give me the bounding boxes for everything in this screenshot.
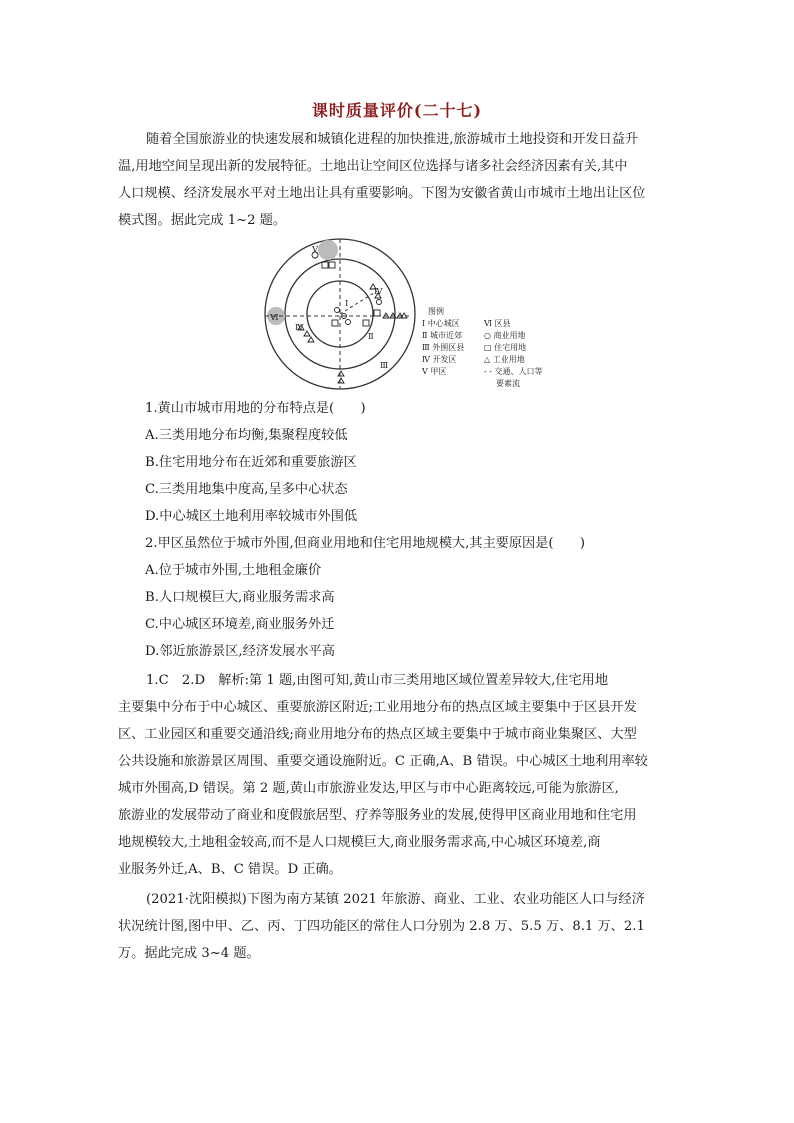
answer-line: 地规模较大,土地租金较高,而不是人口规模巨大,商业服务需求高,中心城区环境差,商: [118, 835, 601, 850]
zone-label-v: Ⅴ: [312, 245, 319, 255]
zone-label-iv-right: Ⅳ: [374, 287, 383, 297]
legend-item: - - 交通、人口等: [484, 367, 543, 376]
answer-line: 旅游业的发展带动了商业和度假旅居型、疗养等服务业的发展,使得甲区商业用地和住宅用: [118, 808, 637, 823]
page-title: 课时质量评价(二十七): [311, 101, 483, 120]
zone-label-iv-left: Ⅳ: [295, 323, 304, 333]
industrial-marker: [338, 371, 344, 376]
commercial-marker: [377, 300, 382, 305]
legend-item: Ⅵ 区县: [484, 319, 511, 328]
next-question-intro: [118, 886, 678, 967]
intro-paragraph: [118, 126, 678, 234]
legend-item: 要素流: [496, 379, 520, 388]
answer-line: 主要集中分布于中心城区、重要旅游区附近;工业用地分布的热点区域主要集中于区县开发: [118, 700, 637, 715]
residential-marker: [363, 320, 369, 326]
legend-item: ○ 商业用地: [484, 331, 526, 340]
intro-line: 随着全国旅游业的快速发展和城镇化进程的加快推进,旅游城市土地投资和开发日益升: [146, 132, 639, 147]
question-1-option-c: C.三类用地集中度高,呈多中心状态: [145, 482, 348, 497]
industrial-marker: [338, 378, 344, 383]
legend-item: □ 住宅用地: [484, 343, 527, 352]
question-2-option-a: A.位于城市外围,土地租金廉价: [145, 563, 322, 578]
answer-line: 区、工业园区和重要交通沿线;商业用地分布的热点区域主要集中于城市商业集聚区、大型: [118, 727, 637, 742]
residential-marker: [322, 262, 328, 268]
question-2-option-b: B.人口规模巨大,商业服务需求高: [145, 590, 335, 605]
legend-title: 图例: [428, 307, 444, 316]
residential-marker: [332, 320, 338, 326]
legend-item: Ⅱ 城市近郊: [422, 331, 462, 340]
land-transfer-location-diagram: [262, 236, 572, 392]
next-line: 状况统计图,图中甲、乙、丙、丁四功能区的常住人口分别为 2.8 万、5.5 万、8.1 万、2.1: [118, 919, 645, 934]
question-2-option-c: C.中心城区环境差,商业服务外迁: [145, 617, 335, 632]
residential-marker: [374, 310, 380, 316]
legend-item: Ⅰ 中心城区: [422, 319, 460, 328]
legend-item: Ⅴ 甲区: [422, 367, 447, 376]
zone-label-vi: Ⅵ: [270, 313, 279, 323]
answer-analysis: [118, 667, 678, 883]
intro-line: 模式图。据此完成 1~2 题。: [118, 213, 287, 228]
question-2-option-d: D.邻近旅游景区,经济发展水平高: [145, 644, 335, 659]
legend-item: Ⅲ 外围区县: [422, 343, 465, 352]
answer-line: 业服务外迁,A、B、C 错误。D 正确。: [118, 862, 342, 877]
question-1-stem: 1.黄山市城市用地的分布特点是( ): [145, 401, 366, 416]
commercial-marker: [335, 308, 340, 313]
residential-marker: [329, 262, 335, 268]
zone-label-iii: Ⅲ: [380, 361, 389, 371]
question-1-option-a: A.三类用地分布均衡,集聚程度较低: [145, 428, 348, 443]
intro-line: 人口规模、经济发展水平对土地出让具有重要影响。下图为安徽省黄山市城市土地出让区位: [118, 186, 646, 201]
question-1-option-b: B.住宅用地分布在近郊和重要旅游区: [145, 455, 357, 470]
industrial-marker: [304, 331, 310, 336]
question-2-stem: 2.甲区虽然位于城市外围,但商业用地和住宅用地规模大,其主要原因是( ): [145, 536, 586, 551]
zone-v-shade: [318, 240, 338, 260]
answer-line: 公共设施和旅游景区周围、重要交通设施附近。C 正确,A、B 错误。中心城区土地利用率较: [118, 754, 648, 769]
commercial-marker: [346, 320, 351, 325]
legend-item: △ 工业用地: [484, 355, 525, 364]
intro-line: 温,用地空间呈现出新的发展特征。土地出让空间区位选择与诸多社会经济因素有关,其中: [118, 159, 628, 174]
zone-label-i: Ⅰ: [345, 299, 349, 309]
zone-label-ii: Ⅱ: [368, 332, 374, 342]
answer-line: 城市外围高,D 错误。第 2 题,黄山市旅游业发达,甲区与市中心距离较远,可能为旅游区,: [118, 781, 619, 796]
industrial-marker: [308, 337, 314, 342]
answer-line: 1.C 2.D 解析:第 1 题,由图可知,黄山市三类用地区域位置差异较大,住宅用地: [146, 673, 609, 688]
next-line: 万。据此完成 3~4 题。: [118, 946, 260, 961]
question-1-option-d: D.中心城区土地利用率较城市外围低: [145, 509, 358, 524]
next-line: (2021·沈阳模拟)下图为南方某镇 2021 年旅游、商业、工业、农业功能区人口与经济: [146, 892, 645, 907]
legend-item: Ⅳ 开发区: [422, 355, 457, 364]
